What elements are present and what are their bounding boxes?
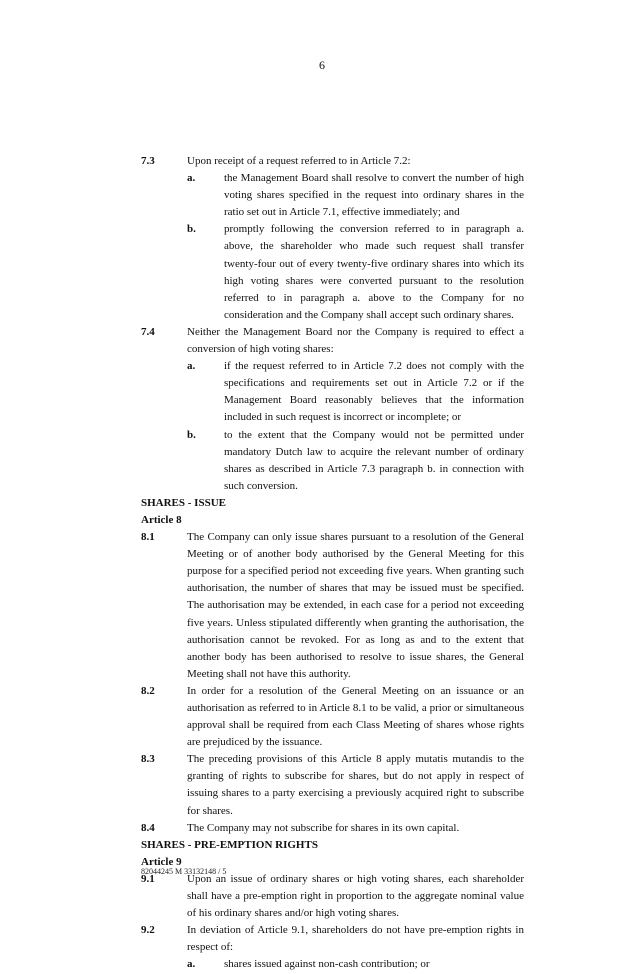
subclause-text: to the extent that the Company would not be permitted under mandatory Dutch law to acquire the relevant number of ordinary shares as described in Article 7.3 paragraph b. in connection with such conversion.: [224, 428, 524, 492]
section-heading-issue: SHARES - ISSUE: [141, 496, 226, 509]
subclause-text: promptly following the conversion referred to in paragraph a. above, the shareholder who made such request shall transfer twenty-four out of every twenty-five ordinary shares into which its high voting shares were converted pursuant to the resolution referred to in paragraph a. above to the Company for no consideration and the Company shall accept such ordinary shares.: [224, 223, 524, 321]
article-heading-8: Article 8: [141, 513, 182, 526]
clause-9-2: [141, 922, 524, 956]
clause-text: Neither the Management Board nor the Company is required to effect a conversion of high voting shares:: [187, 325, 524, 356]
subclause-label: b.: [187, 428, 196, 441]
clause-number: 9.2: [141, 924, 155, 937]
subclause-7-3-a: [187, 170, 524, 221]
subclause-text: if the request referred to in Article 7.2 does not comply with the specifications and requirements set out in Article 7.2 or if the Management Board reasonably believes that the information included in such request is incorrect or incomplete; or: [224, 360, 524, 424]
clause-number: 8.4: [141, 821, 155, 834]
subclause-7-4-a: [187, 358, 524, 426]
subclause-label: a.: [187, 172, 196, 185]
clause-text: In deviation of Article 9.1, shareholders do not have pre-emption rights in respect of:: [187, 924, 524, 954]
subclause-7-4-b: [187, 427, 524, 495]
clause-number: 8.1: [141, 531, 155, 544]
clause-number: 7.4: [141, 325, 155, 338]
document-reference-footer: 82044245 M 33132148 / 5: [141, 867, 227, 876]
subclause-9-2-a: [187, 956, 524, 973]
clause-7-4: [141, 324, 524, 358]
subclause-text: shares issued against non-cash contribution; or: [224, 958, 430, 971]
subclause-label: a.: [187, 958, 196, 971]
page-number: 6: [319, 58, 325, 72]
clause-7-3: [141, 153, 524, 170]
clause-8-3: [141, 751, 524, 819]
subclause-7-3-b: [187, 221, 524, 324]
document-body: [141, 153, 524, 974]
section-heading-preemption: SHARES - PRE-EMPTION RIGHTS: [141, 838, 318, 851]
clause-number: 7.3: [141, 155, 155, 167]
clause-text: The Company may not subscribe for shares in its own capital.: [187, 821, 460, 834]
clause-number: 9.1: [141, 872, 155, 885]
clause-text: Upon receipt of a request referred to in Article 7.2:: [187, 155, 411, 167]
clause-text: The Company can only issue shares pursuant to a resolution of the General Meeting or of another body authorised by the General Meeting for this purpose for a specified period not exceeding five years. When granting such authorisation, the number of shares that may be issued must be specified. The authorisation may be extended, in each case for a period not exceeding five years. Unless stipulated differently when granting the authorisation, the authorisation cannot be revoked. For as long as and to the extent that another body has been authorised to resolve to issue shares, the General Meeting shall not have this authority.: [187, 531, 524, 680]
clause-8-1: [141, 529, 524, 683]
clause-text: Upon an issue of ordinary shares or high voting shares, each shareholder shall have a pre-emption right in proportion to the aggregate nominal value of his ordinary shares and/or high voting shares.: [187, 872, 524, 920]
article-heading-9: Article 9: [141, 855, 182, 868]
clause-text: The preceding provisions of this Article 8 apply mutatis mutandis to the granting of rights to subscribe for shares, but do not apply in respect of issuing shares to a party exercising a previously acquired right to subscribe for shares.: [187, 753, 524, 817]
clause-8-4: [141, 820, 524, 837]
clause-8-2: [141, 683, 524, 751]
subclause-label: b.: [187, 223, 196, 236]
clause-9-1: [141, 871, 524, 922]
subclause-label: a.: [187, 360, 196, 373]
clause-number: 8.3: [141, 753, 155, 766]
clause-number: 8.2: [141, 684, 155, 697]
subclause-text: the Management Board shall resolve to convert the number of high voting shares specified in the request into ordinary shares in the ratio set out in Article 7.1, effective immediately; and: [224, 172, 524, 219]
clause-text: In order for a resolution of the General Meeting on an issuance or an authorisation as referred to in Article 8.1 to be valid, a prior or simultaneous approval shall be required from each Class Meeting of shares whose rights are prejudiced by the issuance.: [187, 684, 524, 749]
